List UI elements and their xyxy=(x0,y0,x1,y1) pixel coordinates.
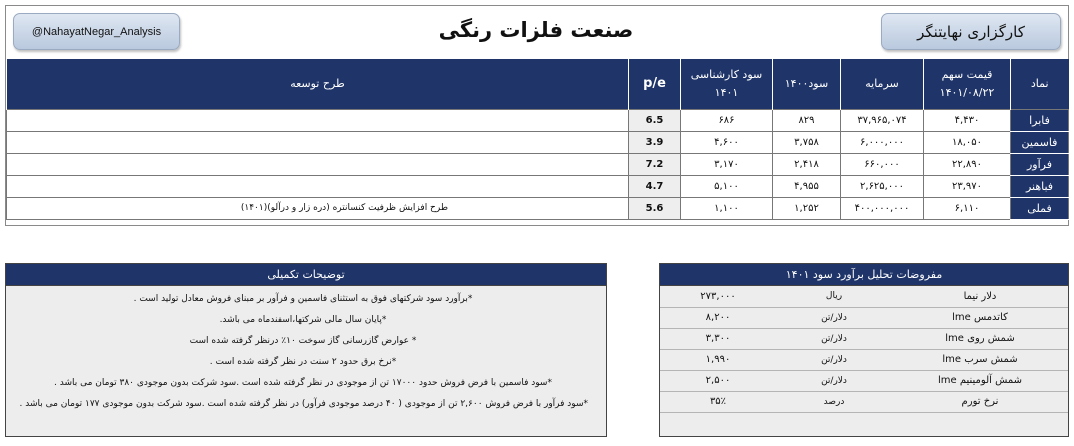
assumption-row xyxy=(660,328,1068,349)
cell-plan: طرح افزایش ظرفیت کنسانتره (دره زار و درآلو)(۱۴۰۱) xyxy=(7,197,629,219)
note-item: * عوارض گازرسانی گاز سوخت ۱۰٪ درنظر گرفته شده است xyxy=(189,336,417,346)
header xyxy=(6,6,1068,59)
brokerage-label: کارگزاری نهایتنگر xyxy=(917,22,1025,41)
assumption-value: ۳۵٪ xyxy=(660,391,776,412)
table-row xyxy=(7,197,1069,219)
assumptions-panel xyxy=(659,263,1069,437)
cell-profit1400: ۱,۲۵۲ xyxy=(773,197,841,219)
assumption-unit: دلار/تن xyxy=(776,370,892,391)
assumption-row xyxy=(660,370,1068,391)
notes-list xyxy=(6,286,606,415)
cell-price: ۶,۱۱۰ xyxy=(924,197,1011,219)
cell-price: ۴,۴۳۰ xyxy=(924,109,1011,131)
notes-panel xyxy=(5,263,607,437)
cell-profit1400: ۴,۹۵۵ xyxy=(773,175,841,197)
assumption-row xyxy=(660,307,1068,328)
cell-pe: 5.6 xyxy=(629,197,681,219)
table-row xyxy=(7,109,1069,131)
assumption-label: شمش روی lme xyxy=(892,328,1068,349)
table-row xyxy=(7,153,1069,175)
assumption-unit: دلار/تن xyxy=(776,307,892,328)
cell-capital: ۶,۰۰۰,۰۰۰ xyxy=(841,131,924,153)
handle-label: @NahayatNegar_Analysis xyxy=(31,25,162,38)
col-expert-label: سود کارشناسی xyxy=(690,67,763,81)
assumption-row xyxy=(660,391,1068,412)
cell-plan xyxy=(7,131,629,153)
cell-expert-profit: ۶۸۶ xyxy=(681,109,773,131)
assumption-row xyxy=(660,286,1068,307)
cell-pe: 7.2 xyxy=(629,153,681,175)
cell-pe: 4.7 xyxy=(629,175,681,197)
assumption-value: ۲۷۳,۰۰۰ xyxy=(660,286,776,307)
brokerage-badge[interactable] xyxy=(881,13,1061,50)
assumption-unit: ریال xyxy=(776,286,892,307)
cell-expert-profit: ۵,۱۰۰ xyxy=(681,175,773,197)
handle-badge[interactable] xyxy=(13,13,180,50)
col-expert-year: ۱۴۰۱ xyxy=(714,85,739,99)
cell-symbol: فملی xyxy=(1011,197,1069,219)
assumption-unit: دلار/تن xyxy=(776,328,892,349)
assumption-label: کاتدمس lme xyxy=(892,307,1068,328)
cell-capital: ۳۷,۹۶۵,۰۷۴ xyxy=(841,109,924,131)
assumption-value: ۳,۳۰۰ xyxy=(660,328,776,349)
cell-symbol: فباهنر xyxy=(1011,175,1069,197)
cell-pe: 3.9 xyxy=(629,131,681,153)
col-plan: طرح توسعه xyxy=(7,59,629,109)
cell-profit1400: ۳,۷۵۸ xyxy=(773,131,841,153)
stocks-table xyxy=(6,59,1069,220)
col-profit1400: سود۱۴۰۰ xyxy=(773,59,841,109)
assumption-value: ۲,۵۰۰ xyxy=(660,370,776,391)
cell-symbol: فابرا xyxy=(1011,109,1069,131)
col-symbol: نماد xyxy=(1011,59,1069,109)
assumption-unit: درصد xyxy=(776,391,892,412)
cell-symbol: فرآور xyxy=(1011,153,1069,175)
col-expert-profit xyxy=(681,59,773,109)
assumption-label: شمش آلومینیم lme xyxy=(892,370,1068,391)
assumption-label: نرخ تورم xyxy=(892,391,1068,412)
col-price xyxy=(924,59,1011,109)
note-item: *برآورد سود شرکتهای فوق به استثنای فاسمین و فرآور بر مبنای فروش معادل تولید است . xyxy=(133,294,473,304)
cell-plan xyxy=(7,109,629,131)
col-price-label: قیمت سهم xyxy=(941,67,993,81)
col-price-date: ۱۴۰۱/۰۸/۲۲ xyxy=(939,85,995,99)
table-row xyxy=(7,131,1069,153)
cell-expert-profit: ۱,۱۰۰ xyxy=(681,197,773,219)
cell-price: ۱۸,۰۵۰ xyxy=(924,131,1011,153)
page-title: صنعت فلزات رنگی xyxy=(438,18,634,42)
table-header-row xyxy=(7,59,1069,109)
assumption-value: ۸,۲۰۰ xyxy=(660,307,776,328)
note-item: *نرخ برق حدود ۲ سنت در نظر گرفته شده است . xyxy=(209,357,397,367)
cell-expert-profit: ۴,۶۰۰ xyxy=(681,131,773,153)
cell-pe: 6.5 xyxy=(629,109,681,131)
assumption-row xyxy=(660,349,1068,370)
assumption-label: شمش سرب lme xyxy=(892,349,1068,370)
table-row xyxy=(7,175,1069,197)
cell-profit1400: ۲,۴۱۸ xyxy=(773,153,841,175)
col-capital: سرمایه xyxy=(841,59,924,109)
assumption-unit: دلار/تن xyxy=(776,349,892,370)
cell-price: ۲۳,۹۷۰ xyxy=(924,175,1011,197)
cell-profit1400: ۸۲۹ xyxy=(773,109,841,131)
assumptions-table xyxy=(660,286,1068,413)
assumptions-title: مفروضات تحلیل برآورد سود ۱۴۰۱ xyxy=(660,264,1068,286)
cell-symbol: فاسمین xyxy=(1011,131,1069,153)
cell-capital: ۶۶۰,۰۰۰ xyxy=(841,153,924,175)
cell-capital: ۲,۶۲۵,۰۰۰ xyxy=(841,175,924,197)
cell-expert-profit: ۳,۱۷۰ xyxy=(681,153,773,175)
col-pe: p/e xyxy=(629,59,681,109)
cell-price: ۲۲,۸۹۰ xyxy=(924,153,1011,175)
cell-plan xyxy=(7,175,629,197)
assumption-value: ۱,۹۹۰ xyxy=(660,349,776,370)
cell-capital: ۴۰۰,۰۰۰,۰۰۰ xyxy=(841,197,924,219)
note-item: *سود فاسمین با فرض فروش حدود ۱۷۰۰۰ تن از موجودی در نظر گرفته شده است .سود شرکت بدون موجودی ۳۸۰ تومان می باشد . xyxy=(54,378,552,388)
cell-plan xyxy=(7,153,629,175)
notes-title: توضیحات تکمیلی xyxy=(6,264,606,286)
note-item: *پایان سال مالی شرکتها،اسفندماه می باشد. xyxy=(219,315,387,325)
assumption-label: دلار نیما xyxy=(892,286,1068,307)
note-item: *سود فرآور با فرض فروش ۲,۶۰۰ تن از موجودی ( ۴۰ درصد موجودی فرآور) در نظر گرفته شده است .سود شرکت بدون موجودی ۱۷۷ تومان می باشد . xyxy=(19,399,588,409)
